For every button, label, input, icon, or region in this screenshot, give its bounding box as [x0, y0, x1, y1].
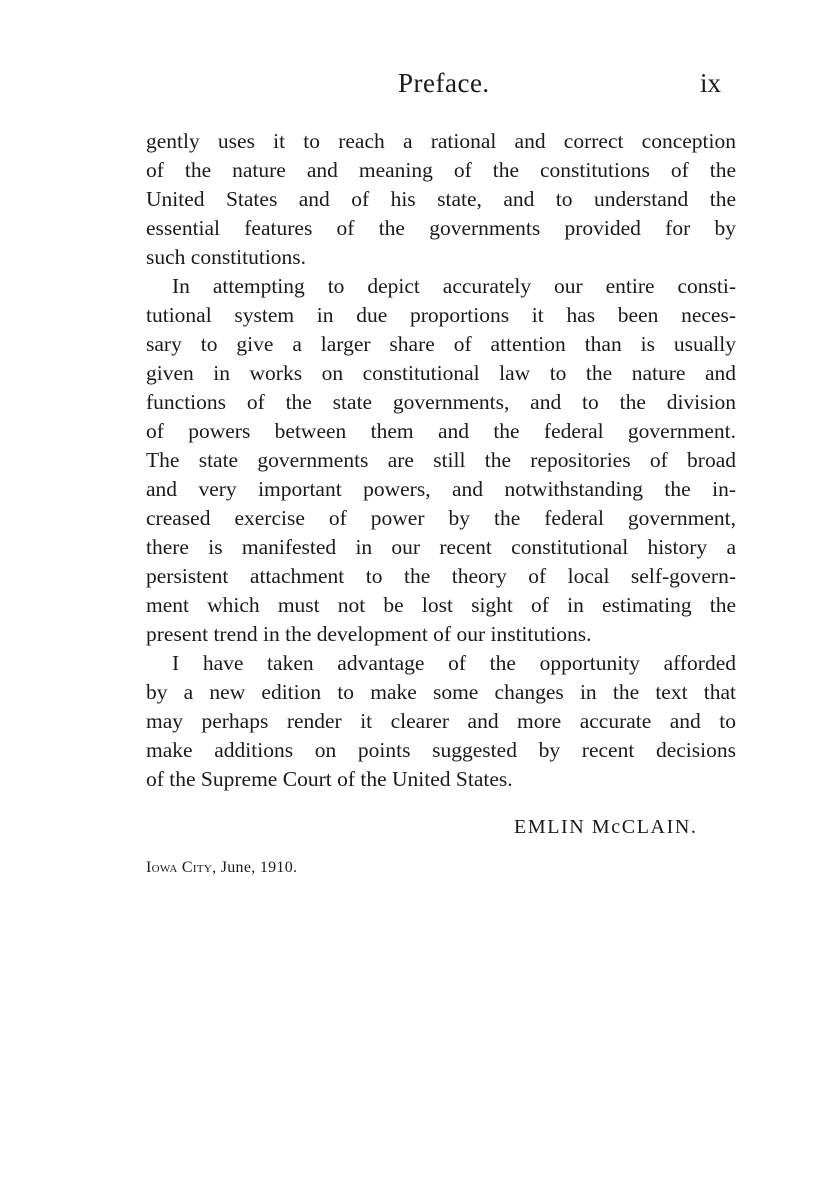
running-head	[0, 68, 840, 108]
text-line: of the Supreme Court of the United States.	[146, 767, 513, 791]
text-line: of the nature and meaning of the constitutions of the	[146, 158, 736, 182]
page-number: ix	[700, 68, 722, 98]
text-line: I have taken advantage of the opportunity afforded	[172, 651, 736, 675]
text-line: sary to give a larger share of attention than is usually	[146, 332, 736, 356]
text-line: United States and of his state, and to understand the	[146, 187, 736, 211]
text-line: tutional system in due proportions it has been neces-	[146, 303, 736, 327]
text-line: ment which must not be lost sight of in estimating the	[146, 593, 736, 617]
dateline-date: June, 1910.	[220, 859, 298, 876]
body-text	[146, 127, 736, 794]
text-line: and very important powers, and notwithstanding the in-	[146, 477, 736, 501]
text-line: gently uses it to reach a rational and correct conception	[146, 129, 736, 153]
text-line: present trend in the development of our institutions.	[146, 622, 592, 646]
text-line: such constitutions.	[146, 245, 307, 269]
text-line: make additions on points suggested by recent decisions	[146, 738, 736, 762]
author-signature: EMLIN McCLAIN.	[514, 816, 698, 838]
text-line: The state governments are still the repositories of broad	[146, 448, 736, 472]
text-line: creased exercise of power by the federal government,	[146, 506, 736, 530]
text-line: of powers between them and the federal government.	[146, 419, 736, 443]
text-line: In attempting to depict accurately our entire consti-	[172, 274, 736, 298]
text-line: given in works on constitutional law to the nature and	[146, 361, 736, 385]
text-line: may perhaps render it clearer and more accurate and to	[146, 709, 736, 733]
dateline-place: Iowa City,	[146, 859, 217, 876]
text-line: essential features of the governments provided for by	[146, 216, 736, 240]
text-line: there is manifested in our recent constitutional history a	[146, 535, 736, 559]
running-title: Preface.	[398, 68, 490, 98]
dateline	[146, 856, 297, 880]
text-line: persistent attachment to the theory of local self-govern-	[146, 564, 736, 588]
text-line: by a new edition to make some changes in the text that	[146, 680, 736, 704]
text-line: functions of the state governments, and to the division	[146, 390, 736, 414]
